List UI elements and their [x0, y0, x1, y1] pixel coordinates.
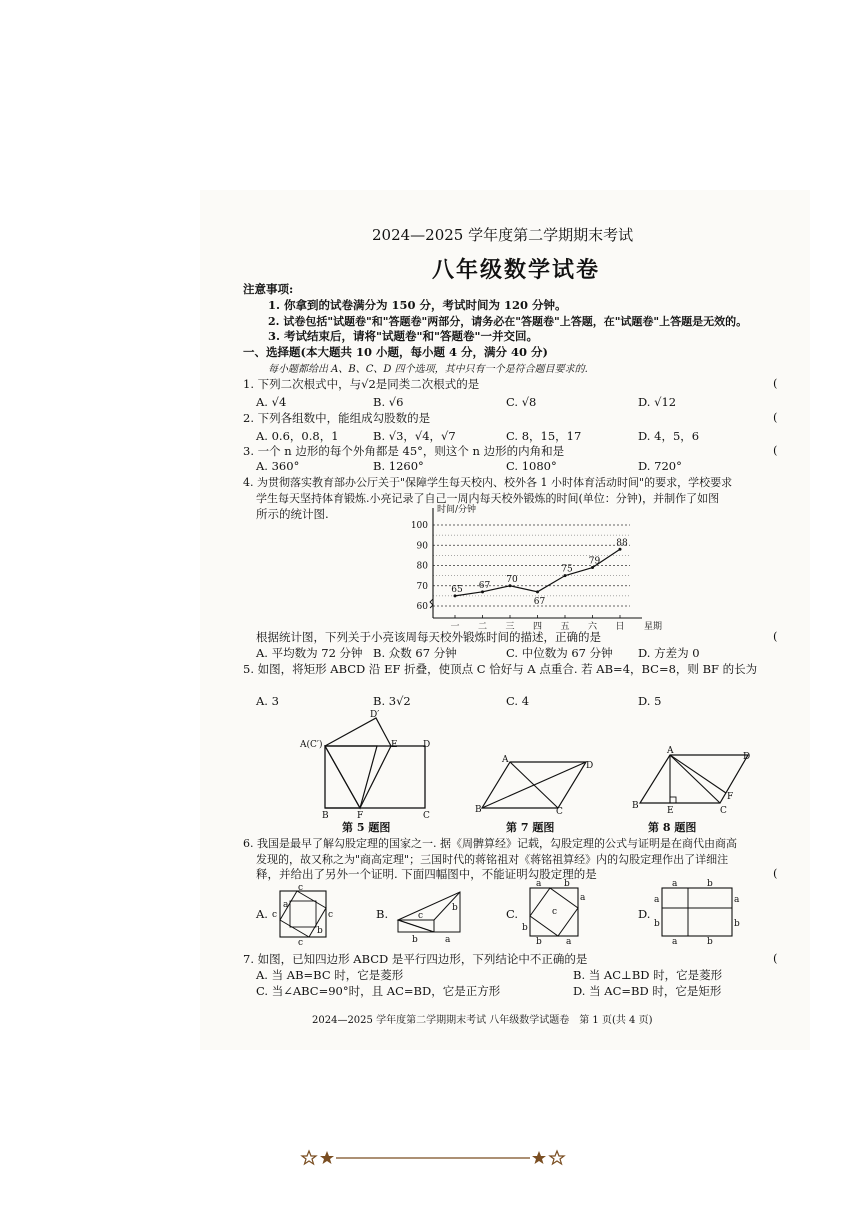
q6a-label-b: b: [317, 926, 323, 936]
q4-answer-paren: (: [773, 629, 778, 643]
q6-option-a: A.: [256, 907, 268, 921]
q6-stem-line2: 发现的，故又称之为"商高定理"；三国时代的蒋铭祖对《蒋铭祖算经》内的勾股定理作出了详细注: [256, 853, 729, 866]
q2-stem: 2. 下列各组数中，能组成勾股数的是: [243, 411, 431, 425]
chart-data-label: 67: [533, 596, 546, 607]
q4-stem-line1: 4. 为贯彻落实教育部办公厅关于"保障学生每天校内、校外各 1 小时体育活动时间"的要求，学校要求: [243, 476, 733, 489]
notice-item-3: 3. 考试结束后，请将"试题卷"和"答题卷"一并交回。: [268, 329, 538, 343]
fig5-label-f: F: [357, 811, 364, 821]
fig5-label-d-prime: D′: [370, 710, 380, 720]
notice-heading: 注意事项:: [243, 282, 294, 296]
q4-stem-line3: 所示的统计图.: [256, 507, 329, 521]
chart-x-axis-label: 星期: [644, 622, 663, 632]
q6a-label-c-bottom: c: [298, 938, 304, 948]
fig8-label-f: F: [727, 792, 734, 802]
fig7-caption: 第 7 题图: [506, 821, 555, 834]
chart-y-tick-label: 90: [416, 541, 428, 552]
q7-option-c: C. 当∠ABC=90°时，且 AC=BD，它是正方形: [256, 984, 501, 998]
star-filled-icon: [532, 1151, 546, 1164]
q4-option-c: C. 中位数为 67 分钟: [506, 646, 613, 660]
notice-item-1: 1. 你拿到的试卷满分为 150 分，考试时间为 120 分钟。: [268, 298, 567, 312]
chart-data-point: [536, 590, 539, 593]
q6c-label-c: c: [552, 907, 558, 917]
section1-heading: 一、选择题(本大题共 10 小题，每小题 4 分，满分 40 分): [243, 345, 548, 359]
chart-data-label: 70: [506, 574, 518, 585]
figure-8: [630, 745, 760, 820]
q6b-label-b2: b: [452, 903, 458, 913]
chart-data-label: 75: [561, 564, 573, 575]
q3-option-d: D. 720°: [638, 459, 682, 473]
q6-stem-line1: 6. 我国是最早了解勾股定理的国家之一. 据《周髀算经》记载，勾股定理的公式与证明是在商代由商高: [243, 837, 737, 850]
fig8-caption: 第 8 题图: [648, 821, 697, 834]
fig8-label-b: B: [632, 801, 639, 811]
q4-ask: 根据统计图，下列关于小亮该周每天校外锻炼时间的描述，正确的是: [256, 630, 601, 644]
q2-option-b: B. √3，√4，√7: [373, 429, 456, 443]
q7-option-a: A. 当 AB=BC 时，它是菱形: [256, 968, 404, 982]
fig5-label-e: E: [391, 740, 398, 750]
q5-option-a: A. 3: [256, 694, 279, 708]
chart-x-tick-label: 日: [615, 622, 625, 632]
star-outline-icon: [550, 1151, 564, 1164]
q5-stem: 5. 如图，将矩形 ABCD 沿 EF 折叠，使顶点 C 恰好与 A 点重合. 若 AB=4，BC=8，则 BF 的长为: [243, 662, 758, 676]
q3-option-c: C. 1080°: [506, 459, 557, 473]
chart-y-tick-label: 100: [410, 521, 428, 531]
q4-stem-line2: 学生每天坚持体育锻炼.小亮记录了自己一周内每天校外锻炼的时间(单位：分钟)，并制作了如图: [256, 492, 720, 505]
chart-data-label: 65: [451, 584, 463, 595]
star-divider: [300, 1148, 568, 1168]
chart-y-tick-label: 70: [416, 581, 428, 592]
chart-x-tick-label: 四: [532, 622, 543, 632]
fig8-label-e: E: [667, 806, 674, 816]
q6d-label-a-top: a: [672, 879, 678, 889]
fig8-label-d: D: [743, 752, 751, 762]
q6d-label-b-bottom: b: [707, 937, 713, 947]
q6c-label-b-top: b: [564, 879, 570, 889]
q3-option-a: A. 360°: [256, 459, 300, 473]
chart-data-label: 88: [616, 538, 628, 549]
chart-y-axis-label: 时间/分钟: [437, 505, 477, 515]
chart-data-label: 79: [588, 556, 601, 567]
q2-option-a: A. 0.6，0.8，1: [256, 429, 339, 443]
fig7-label-d: D: [586, 761, 594, 771]
chart-y-ticks: [411, 521, 428, 612]
chart-x-tick-label: 一: [450, 622, 460, 632]
q7-answer-paren: (: [773, 951, 778, 965]
q6d-label-a-left: a: [654, 895, 660, 905]
exam-title: 2024—2025 学年度第二学期期末考试: [372, 226, 634, 244]
figure-5: [298, 706, 448, 836]
notice-item-2: 2. 试卷包括"试题卷"和"答题卷"两部分，请务必在"答题卷"上答题，在"试题卷"上答题是无效的。: [268, 315, 748, 328]
q1-answer-paren: (: [773, 376, 778, 390]
chart-x-tick-label: 三: [505, 622, 515, 632]
q4-option-b: B. 众数 67 分钟: [373, 646, 457, 660]
q4-option-a: A. 平均数为 72 分钟: [256, 646, 363, 660]
q6c-label-a-bottom: a: [566, 937, 572, 947]
q7-stem: 7. 如图，已知四边形 ABCD 是平行四边形，下列结论中不正确的是: [243, 952, 588, 966]
fig7-label-b: B: [475, 805, 482, 815]
q6-figure-c: [522, 879, 588, 947]
q6a-label-c-left: c: [272, 910, 278, 920]
chart-x-tick-label: 五: [560, 622, 570, 632]
q5-option-c: C. 4: [506, 694, 530, 708]
q6b-label-b: b: [412, 935, 418, 945]
fig8-label-c: C: [720, 806, 727, 816]
q6c-label-a-top: a: [536, 879, 542, 889]
exam-subtitle: 八年级数学试卷: [432, 257, 601, 283]
fig7-label-c: C: [556, 807, 563, 817]
q6d-label-b-top: b: [707, 879, 713, 889]
q6-figure-b: [390, 880, 470, 944]
q6c-label-b-left: b: [522, 923, 528, 933]
fig5-label-b: B: [322, 811, 329, 821]
q6d-label-b-left: b: [654, 919, 660, 929]
chart-y-tick-label: 80: [416, 561, 428, 572]
q6a-label-c-right: c: [328, 910, 334, 920]
q4-line-chart: [398, 500, 668, 635]
q2-option-c: C. 8，15，17: [506, 429, 582, 443]
q5-option-b: B. 3√2: [373, 694, 411, 708]
q6-option-c: C.: [506, 907, 519, 921]
chart-data-label: 67: [478, 580, 491, 591]
star-filled-icon: [320, 1151, 334, 1164]
q6c-label-a-right: a: [580, 893, 586, 903]
q1-option-d: D. √12: [638, 395, 677, 409]
fig5-label-c: C: [423, 811, 430, 821]
q6-answer-paren: (: [773, 866, 778, 880]
q6b-label-c: c: [418, 911, 424, 921]
q6-figure-d: [652, 879, 740, 947]
q6b-label-a: a: [445, 935, 451, 945]
fig8-label-a: A: [667, 746, 674, 756]
q6-figure-a: [270, 883, 336, 948]
fig5-label-a: A(C′): [300, 740, 323, 750]
q1-option-b: B. √6: [373, 395, 404, 409]
chart-series: [451, 538, 628, 607]
q3-stem: 3. 一个 n 边形的每个外角都是 45°，则这个 n 边形的内角和是: [243, 444, 565, 458]
q3-answer-paren: (: [773, 443, 778, 457]
q6d-label-a-bottom: a: [672, 937, 678, 947]
fig5-label-d: D: [423, 740, 431, 750]
q7-option-b: B. 当 AC⊥BD 时，它是菱形: [573, 968, 723, 982]
page-footer: 2024—2025 学年度第二学期期末考试 八年级数学试题卷 第 1 页(共 4 页): [312, 1015, 653, 1026]
fig5-caption: 第 5 题图: [342, 821, 391, 834]
star-outline-icon: [302, 1151, 316, 1164]
q6a-label-c-top: c: [298, 883, 304, 893]
q4-option-d: D. 方差为 0: [638, 646, 700, 660]
q6c-label-b-bottom: b: [536, 937, 542, 947]
q2-option-d: D. 4，5，6: [638, 429, 700, 443]
q7-option-d: D. 当 AC=BD 时，它是矩形: [573, 984, 722, 998]
chart-x-tick-label: 二: [477, 622, 488, 632]
q5-option-d: D. 5: [638, 694, 662, 708]
q1-option-a: A. √4: [256, 395, 287, 409]
section1-note: 每小题都给出 A、B、C、D 四个选项，其中只有一个是符合题目要求的.: [268, 364, 588, 375]
q1-option-c: C. √8: [506, 395, 537, 409]
figure-7: [472, 750, 602, 820]
chart-y-tick-label: 60: [416, 602, 428, 612]
q6d-label-a-right: a: [734, 895, 740, 905]
chart-x-tick-label: 六: [587, 622, 598, 632]
q3-option-b: B. 1260°: [373, 459, 424, 473]
q6d-label-b-right: b: [734, 919, 740, 929]
q6-option-d: D.: [638, 907, 651, 921]
q6-stem-line3: 释，并给出了另外一个证明. 下面四幅图中，不能证明勾股定理的是: [256, 867, 597, 881]
q6-option-b: B.: [376, 907, 389, 921]
fig7-label-a: A: [502, 755, 509, 765]
q2-answer-paren: (: [773, 410, 778, 424]
q1-stem: 1. 下列二次根式中，与√2是同类二次根式的是: [243, 377, 480, 391]
q6a-label-a: a: [283, 900, 289, 910]
